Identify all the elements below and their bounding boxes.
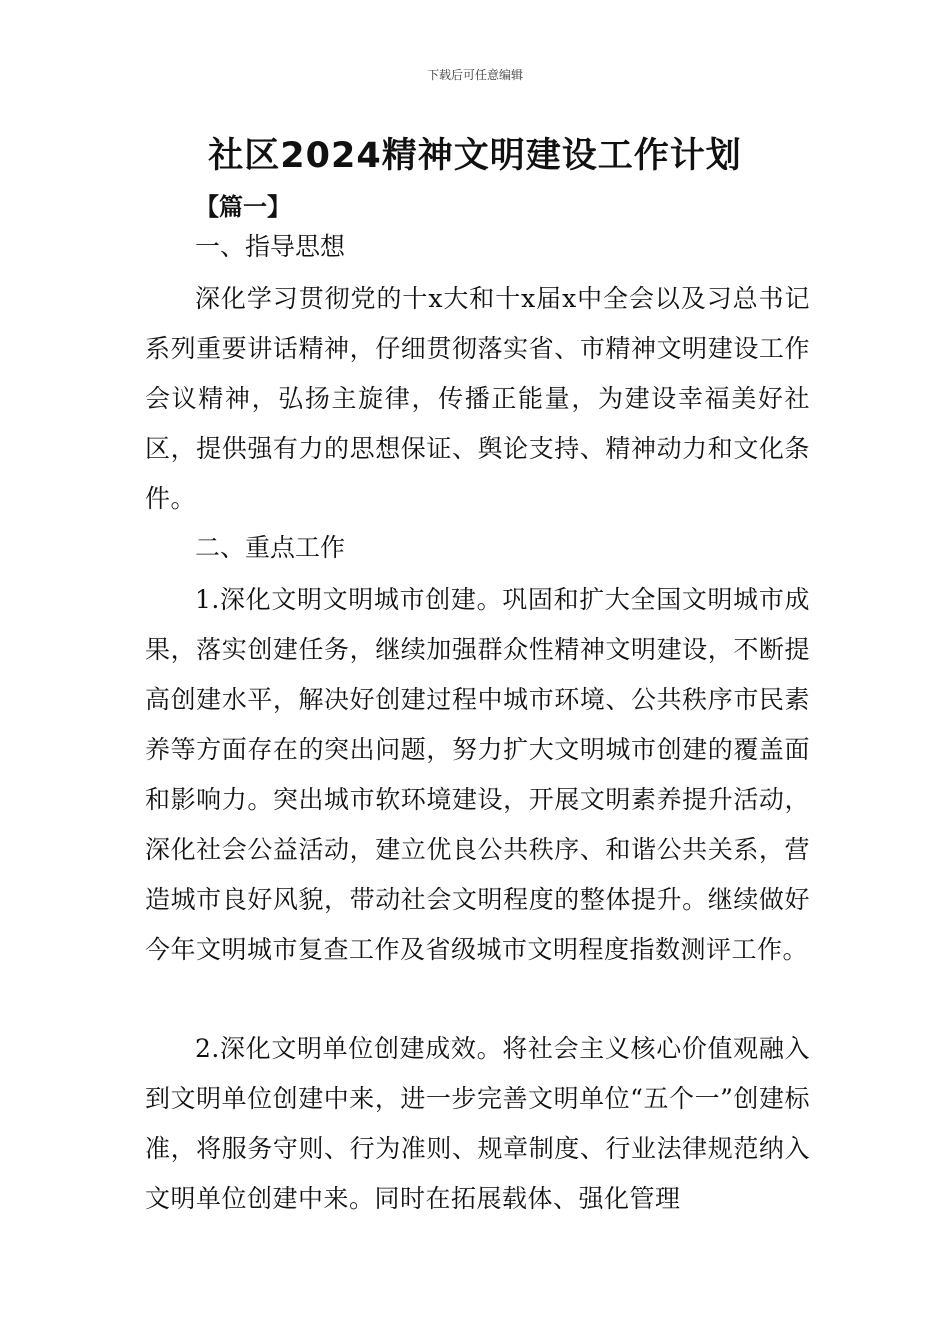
heading-guiding-thought: 一、指导思想 <box>195 232 346 261</box>
paragraph-text: 1.深化文明文明城市创建。巩固和扩大全国文明城市成果，落实创建任务，继续加强群众性精神文明建设，不断提高创建水平，解决好创建过程中城市环境、公共秩序市民素养等方面存在的突出问题，努力扩大文明城市创建的覆盖面和影响力。突出城市软环境建设，开展文明素养提升活动，深化社会公益活动，建立优良公共秩序、和谐公共关系，营造城市良好风貌，带动社会文明程度的整体提升。继续做好今年文明城市复查工作及省级城市文明程度指数测评工作。 <box>145 585 810 964</box>
paragraph-text: 深化学习贯彻党的十x大和十x届x中全会以及习总书记系列重要讲话精神，仔细贯彻落实省、市精神文明建设工作会议精神，弘扬主旋律，传播正能量，为建设幸福美好社区，提供强有力的思想保证、舆论支持、精神动力和文化条件。 <box>145 284 810 513</box>
paragraph-civilized-unit <box>145 1024 810 1224</box>
paragraph-text: 2.深化文明单位创建成效。将社会主义核心价值观融入到文明单位创建中来，进一步完善文明单位“五个一”创建标准，将服务守则、行为准则、规章制度、行业法律规范纳入文明单位创建中来。同时在拓展载体、强化管理 <box>145 1034 810 1213</box>
section-marker: 【篇一】 <box>195 193 291 221</box>
paragraph-guiding-thought <box>145 274 810 524</box>
heading-key-work: 二、重点工作 <box>195 533 346 562</box>
page-header-note: 下载后可任意编辑 <box>426 68 523 82</box>
paragraph-civilized-city <box>145 575 810 975</box>
document-title: 社区2024精神文明建设工作计划 <box>208 136 742 176</box>
